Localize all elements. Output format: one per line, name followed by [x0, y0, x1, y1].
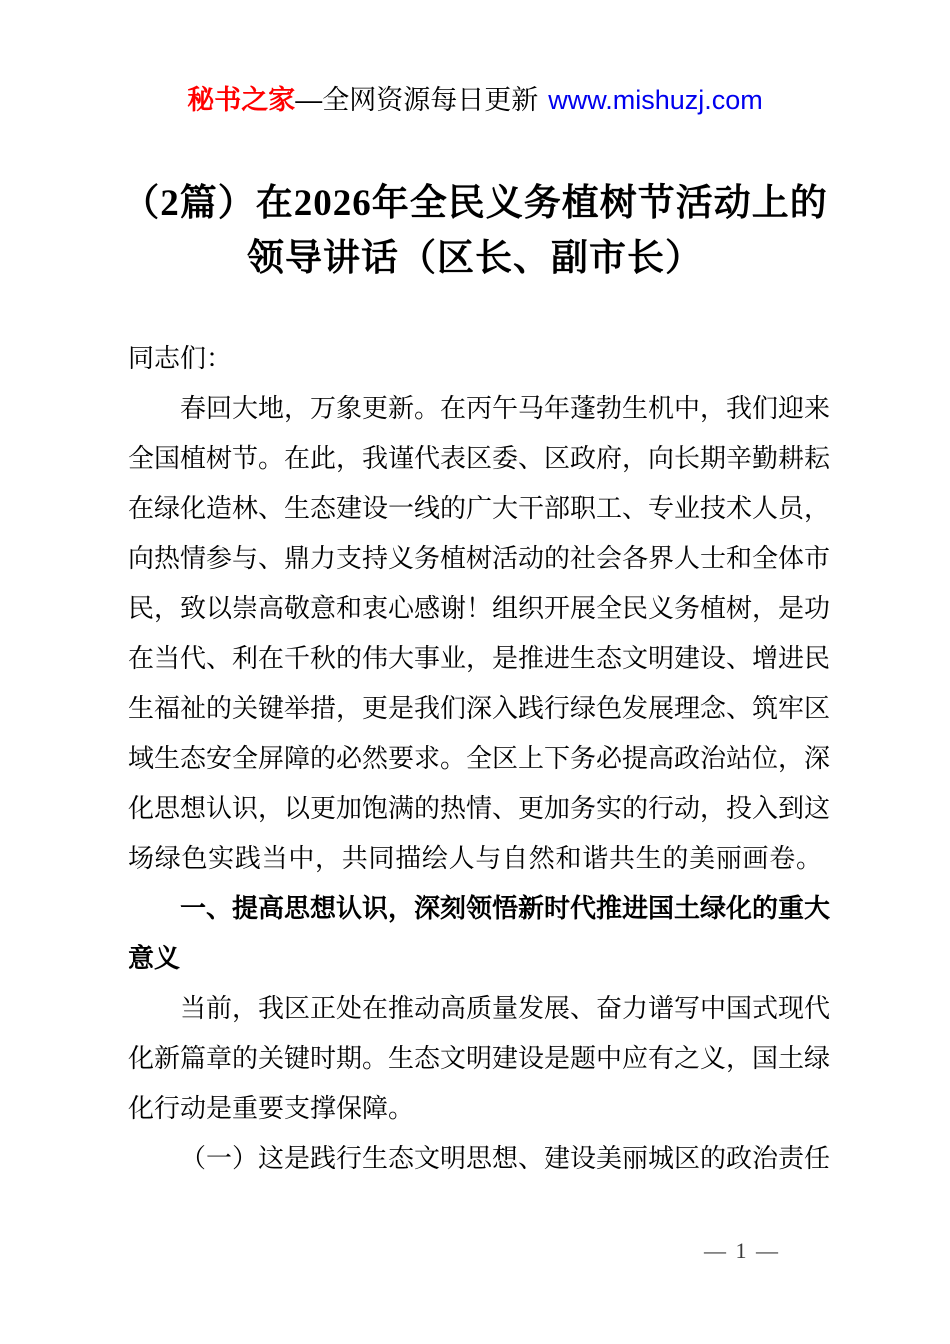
title-line: 领导讲话（区长、副市长） [247, 238, 703, 279]
text-line: 化新篇章的关键时期。生态文明建设是题中应有之义，国土绿 [128, 1043, 831, 1073]
site-tagline: 全网资源每日更新 [322, 85, 539, 115]
text-line: 民，致以崇高敬意和衷心感谢！组织开展全民义务植树，是功 [128, 593, 831, 623]
text-line: 向热情参与、鼎力支持义务植树活动的社会各界人士和全体市 [128, 543, 831, 573]
title-line: （2篇）在2026年全民义务植树节活动上的 [122, 183, 828, 224]
text-line: 生福祉的关键举措，更是我们深入践行绿色发展理念、筑牢区 [128, 693, 831, 723]
text-line: 一、提高思想认识，深刻领悟新时代推进国土绿化的重大 [180, 893, 831, 923]
text-line: 场绿色实践当中，共同描绘人与自然和谐共生的美丽画卷。 [128, 843, 822, 873]
text-line: 在绿化造林、生态建设一线的广大干部职工、专业技术人员， [128, 493, 831, 523]
text-line: 化思想认识，以更加饱满的热情、更加务实的行动，投入到这 [128, 793, 831, 823]
site-url-link[interactable]: www.mishuzj.com [548, 85, 763, 115]
document-body [128, 333, 831, 1183]
text-line: 域生态安全屏障的必然要求。全区上下务必提高政治站位，深 [128, 743, 831, 773]
document-title [0, 176, 950, 286]
header-separator: — [295, 85, 323, 115]
text-line: 化行动是重要支撑保障。 [128, 1093, 415, 1123]
text-line: 全国植树节。在此，我谨代表区委、区政府，向长期辛勤耕耘 [128, 443, 831, 473]
body-paragraph [128, 983, 831, 1133]
sub-heading [128, 1133, 831, 1183]
text-line: 当前，我区正处在推动高质量发展、奋力谱写中国式现代 [180, 993, 831, 1023]
text-line: 春回大地，万象更新。在丙午马年蓬勃生机中，我们迎来 [180, 393, 831, 423]
site-header [0, 80, 950, 120]
text-line: 在当代、利在千秋的伟大事业，是推进生态文明建设、增进民 [128, 643, 831, 673]
page-number: — 1 — [704, 1238, 780, 1263]
salutation [128, 333, 822, 383]
site-name: 秘书之家 [187, 85, 296, 115]
section-heading [128, 883, 831, 983]
text-line: 同志们： [128, 343, 233, 373]
body-paragraph [128, 383, 831, 883]
text-line: （一）这是践行生态文明思想、建设美丽城区的政治责任 [180, 1143, 831, 1173]
text-line: 意义 [128, 943, 181, 973]
